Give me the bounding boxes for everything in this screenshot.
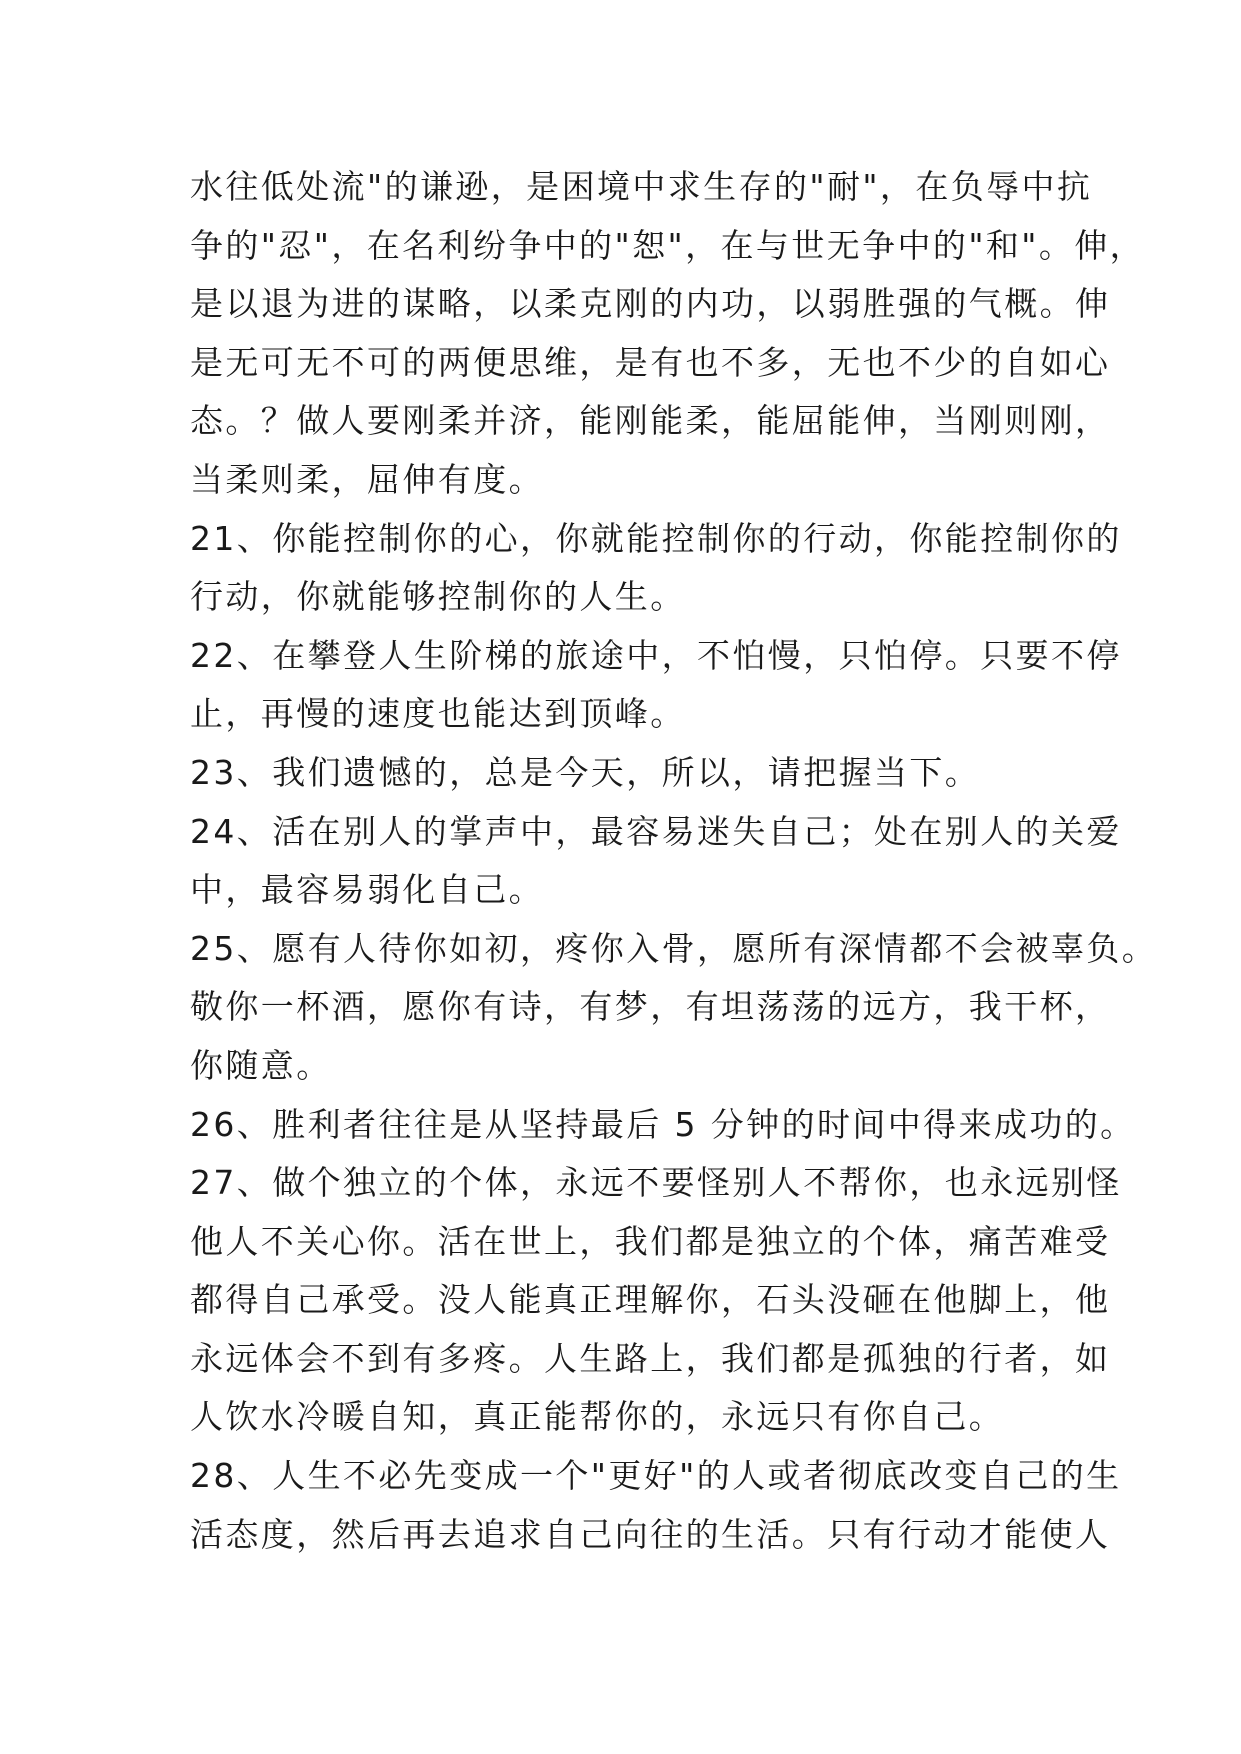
text-line: 24、活在别人的掌声中，最容易迷失自己；处在别人的关爱 [190,811,1122,851]
text-line: 22、在攀登人生阶梯的旅途中，不怕慢，只怕停。只要不停 [190,635,1122,675]
text-line: 行动，你就能够控制你的人生。 [190,577,686,617]
text-line: 你随意。 [190,1045,332,1085]
text-line: 他人不关心你。活在世上，我们都是独立的个体，痛苦难受 [190,1221,1111,1261]
text-line: 中，最容易弱化自己。 [190,870,544,910]
text-line: 当柔则柔，屈伸有度。 [190,459,544,499]
text-line: 23、我们遗憾的，总是今天，所以，请把握当下。 [190,752,981,792]
text-line: 态。？做人要刚柔并济，能刚能柔，能屈能伸，当刚则刚， [190,401,1111,441]
text-line: 敬你一杯酒，愿你有诗，有梦，有坦荡荡的远方，我干杯， [190,987,1111,1027]
text-line: 21、你能控制你的心，你就能控制你的行动，你能控制你的 [190,518,1122,558]
text-line: 争的"忍"，在名利纷争中的"恕"，在与世无争中的"和"。伸， [190,225,1146,265]
document-body [190,158,1158,1564]
text-line: 是以退为进的谋略，以柔克刚的内功，以弱胜强的气概。伸 [190,284,1111,324]
text-line: 是无可无不可的两便思维，是有也不多，无也不少的自如心 [190,342,1111,382]
text-line: 止，再慢的速度也能达到顶峰。 [190,694,686,734]
text-line: 25、愿有人待你如初，疼你入骨，愿所有深情都不会被辜负。 [190,928,1158,968]
text-line: 活态度，然后再去追求自己向往的生活。只有行动才能使人 [190,1514,1111,1554]
text-line: 人饮水冷暖自知，真正能帮你的，永远只有你自己。 [190,1397,1005,1437]
text-line: 26、胜利者往往是从坚持最后 5 分钟的时间中得来成功的。 [190,1104,1136,1144]
text-line: 27、做个独立的个体，永远不要怪别人不帮你，也永远别怪 [190,1163,1122,1203]
text-line: 都得自己承受。没人能真正理解你，石头没砸在他脚上，他 [190,1280,1111,1320]
text-line: 永远体会不到有多疼。人生路上，我们都是孤独的行者，如 [190,1338,1111,1378]
text-line: 水往低处流"的谦逊，是困境中求生存的"耐"，在负辱中抗 [190,167,1093,206]
text-line: 28、人生不必先变成一个"更好"的人或者彻底改变自己的生 [190,1456,1122,1496]
